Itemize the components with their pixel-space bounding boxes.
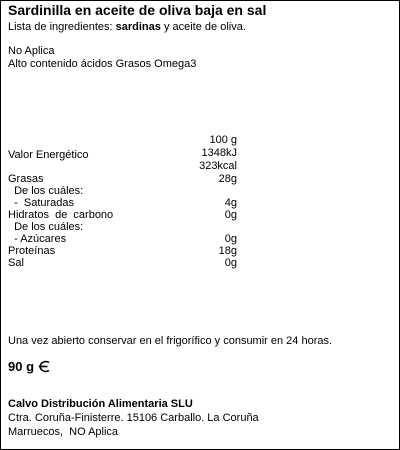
company-name: Calvo Distribución Alimentaria SLU xyxy=(8,398,193,410)
nutrition-label: Proteínas xyxy=(8,245,56,257)
nutrition-label: Grasas xyxy=(8,173,44,185)
ingredients-suffix: y aceite de oliva. xyxy=(160,21,246,33)
nutrition-header-value: 100 g xyxy=(209,134,237,146)
nutrition-label: - Saturadas xyxy=(8,197,75,209)
nutrition-value: 323kcal xyxy=(199,160,237,172)
ingredients-line xyxy=(8,21,246,34)
e-mark-icon xyxy=(36,360,51,373)
nutrition-value: 28g xyxy=(218,173,237,185)
nutrition-label: De los cuáles: xyxy=(8,185,84,197)
nutrition-label: Valor Energético xyxy=(8,149,89,161)
nutrition-label: Sal xyxy=(8,257,24,269)
nutrition-value: 4g xyxy=(224,197,237,209)
nutrition-value: 0g xyxy=(224,233,237,245)
nutrition-label: Hidratos de carbono xyxy=(8,209,114,221)
claim-text: Alto contenido ácidos Grasos Omega3 xyxy=(8,58,197,70)
nutrition-value: 0g xyxy=(224,209,237,221)
company-origin: Marruecos, NO Aplica xyxy=(8,426,119,438)
product-title: Sardinilla en aceite de oliva baja en sal xyxy=(8,2,267,18)
company-address: Ctra. Coruña-Finisterre. 15106 Carballo. La Coruña xyxy=(8,412,259,424)
storage-instructions: Una vez abierto conservar en el frigorífico y consumir en 24 horas. xyxy=(8,335,333,347)
nutrition-label: De los cuáles: xyxy=(8,221,84,233)
allergens-text: No Aplica xyxy=(8,45,55,57)
nutrition-value: 18g xyxy=(218,245,237,257)
nutrition-value: 1348kJ xyxy=(201,147,237,159)
nutrition-value: 0g xyxy=(224,257,237,269)
ingredients-prefix: Lista de ingredientes: xyxy=(8,21,116,33)
net-weight-row xyxy=(8,359,51,374)
nutrition-label: - Azúcares xyxy=(8,233,67,245)
ingredients-bold: sardinas xyxy=(115,21,161,33)
net-weight: 90 g xyxy=(8,359,35,374)
